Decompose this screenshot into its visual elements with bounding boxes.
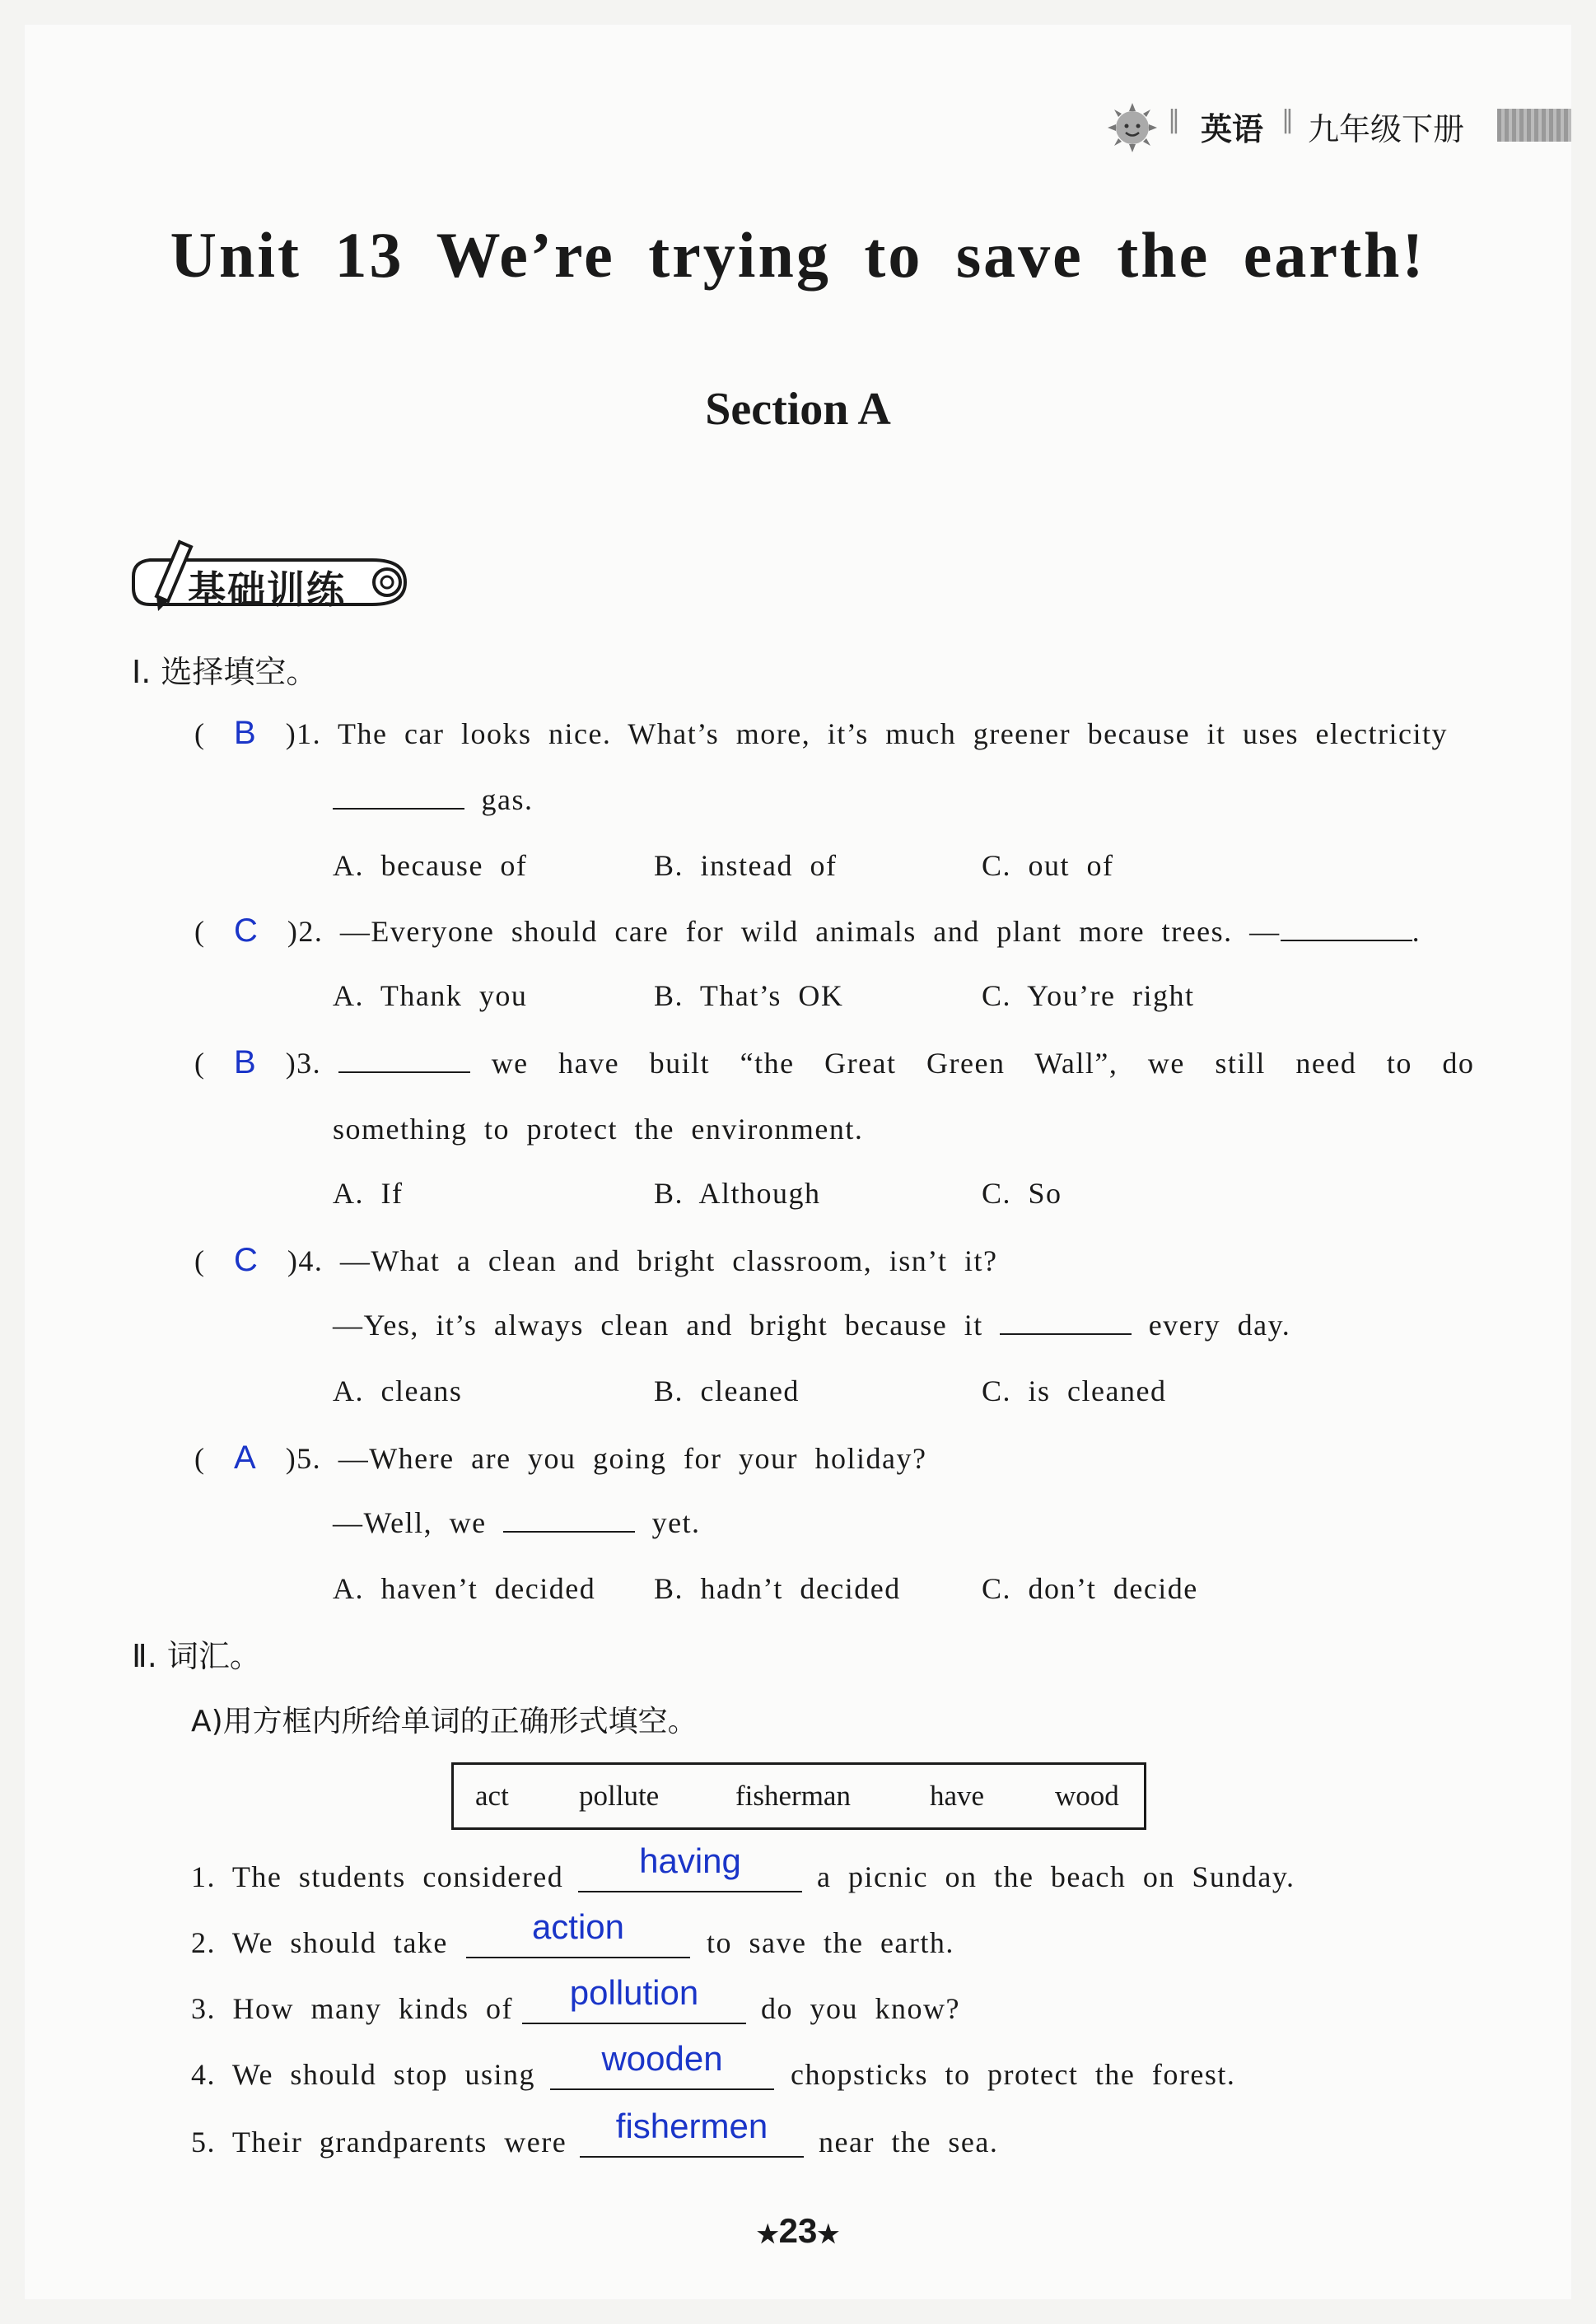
section-title: Section A: [705, 384, 891, 435]
option-a: A. Thank you: [333, 979, 528, 1012]
answer-blank: [1000, 1309, 1132, 1335]
question-4-line2: [333, 1308, 1290, 1342]
question-text: The car looks nice. What’s more, it’s much greener because it uses electricity: [338, 717, 1448, 750]
header-grade: 九年级下册: [1308, 111, 1465, 147]
answer-3: B: [234, 1044, 258, 1080]
option-c: C. You’re right: [982, 979, 1195, 1012]
vocab-item-3-after: do you know?: [761, 1992, 960, 2025]
question-text: —What a clean and bright classroom, isn’t it?: [339, 1244, 998, 1277]
option-a: A. cleans: [333, 1374, 463, 1407]
star-icon: ★: [817, 2221, 840, 2248]
question-4: ( C )4. —What a clean and bright classroom, isn’t it?: [194, 1242, 998, 1278]
question-number: )1.: [285, 717, 322, 750]
header-separator: ‖: [1281, 105, 1294, 134]
header-subject: 英语: [1201, 111, 1264, 147]
answer-5: A: [234, 1440, 258, 1476]
question-3: ( B )3. we have built “the Great Green Wall”, we still need to do: [194, 1044, 1475, 1080]
answer-line: [522, 2023, 746, 2024]
answer-2: C: [234, 912, 259, 949]
question-1-line2: [333, 782, 534, 817]
question-number: )2.: [287, 915, 324, 948]
vocab-item-5-after: near the sea.: [819, 2126, 999, 2158]
part2-sub-a: A)用方框内所给单词的正确形式填空。: [191, 1705, 698, 1738]
option-c: C. out of: [982, 849, 1114, 882]
option-b: B. instead of: [654, 849, 838, 882]
question-number: )5.: [285, 1442, 322, 1475]
option-c: C. don’t decide: [982, 1572, 1198, 1605]
header-band: [1497, 109, 1571, 142]
question-number: )4.: [287, 1244, 324, 1277]
question-text: —Well, we: [333, 1506, 487, 1539]
word-box: [451, 1762, 1146, 1830]
vocab-answer-1: having: [639, 1841, 741, 1880]
vocab-item-2-before: 2. We should take: [191, 1926, 448, 1959]
vocab-item-5-before: 5. Their grandparents were: [191, 2126, 567, 2158]
page-number: [0, 2211, 1596, 2251]
question-5-line2: [333, 1505, 701, 1540]
option-a: A. haven’t decided: [333, 1572, 596, 1605]
option-c: C. So: [982, 1177, 1062, 1210]
option-a: A. because of: [333, 849, 528, 882]
question-text: —Everyone should care for wild animals and plant more trees. —: [339, 915, 1281, 948]
question-text: we have built “the Great Green Wall”, we still need to do: [491, 1047, 1475, 1080]
badge-label: 基础训练: [188, 567, 346, 612]
question-text: .: [1412, 915, 1421, 948]
question-text: yet.: [651, 1506, 701, 1539]
vocab-item-1-after: a picnic on the beach on Sunday.: [817, 1860, 1295, 1893]
word-item: fisherman: [735, 1780, 851, 1812]
word-item: have: [930, 1780, 985, 1812]
vocab-answer-4: wooden: [601, 2039, 723, 2078]
option-b: B. cleaned: [654, 1374, 800, 1407]
paren-open: (: [194, 717, 206, 750]
vocab-item-2-after: to save the earth.: [707, 1926, 954, 1959]
header-separator: ‖: [1168, 105, 1180, 134]
question-text: —Where are you going for your holiday?: [338, 1442, 927, 1475]
sun-mascot-icon: [1104, 99, 1161, 156]
vocab-item-3-before: 3. How many kinds of: [191, 1992, 513, 2025]
answer-blank: [338, 1047, 470, 1073]
question-1: [194, 715, 1448, 752]
option-b: B. hadn’t decided: [654, 1572, 901, 1605]
part2-heading: Ⅱ. 词汇。: [132, 1638, 261, 1674]
vocab-answer-2: action: [531, 1907, 625, 1946]
vocab-item-4-after: chopsticks to protect the forest.: [791, 2058, 1236, 2091]
word-item: pollute: [579, 1780, 660, 1812]
answer-line: [550, 2088, 774, 2090]
star-icon: ★: [756, 2221, 779, 2248]
option-b: B. That’s OK: [654, 979, 844, 1012]
answer-line: [578, 1891, 802, 1892]
answer-4: C: [234, 1242, 259, 1278]
part1-heading: Ⅰ. 选择填空。: [132, 654, 318, 690]
question-text: gas.: [481, 783, 534, 816]
answer-blank: [333, 783, 464, 810]
word-item: wood: [1055, 1780, 1119, 1812]
question-text: every day.: [1148, 1309, 1291, 1342]
vocab-answer-5: fishermen: [615, 2107, 768, 2145]
answer-line: [580, 2156, 804, 2158]
answer-blank: [1281, 915, 1412, 941]
answer-1: B: [234, 715, 258, 751]
question-2: ( C )2. —Everyone should care for wild animals and plant more trees. — .: [194, 912, 1421, 949]
answer-line: [466, 1957, 690, 1958]
page-number-value: 23: [778, 2211, 818, 2250]
vocab-item-1-before: 1. The students considered: [191, 1860, 564, 1893]
option-b: B. Although: [654, 1177, 821, 1210]
question-number: )3.: [285, 1047, 322, 1080]
question-text: —Yes, it’s always clean and bright because it: [333, 1309, 983, 1342]
vocab-item-4-before: 4. We should stop using: [191, 2058, 535, 2091]
answer-blank: [503, 1506, 635, 1533]
question-5: ( A )5. —Where are you going for your holiday?: [194, 1440, 927, 1476]
option-c: C. is cleaned: [982, 1374, 1167, 1407]
question-3-line2: something to protect the environment.: [333, 1113, 864, 1146]
option-a: A. If: [333, 1177, 404, 1210]
vocab-answer-3: pollution: [569, 1973, 699, 2012]
word-item: act: [475, 1780, 509, 1812]
unit-title: Unit 13 We’re trying to save the earth!: [170, 219, 1426, 291]
